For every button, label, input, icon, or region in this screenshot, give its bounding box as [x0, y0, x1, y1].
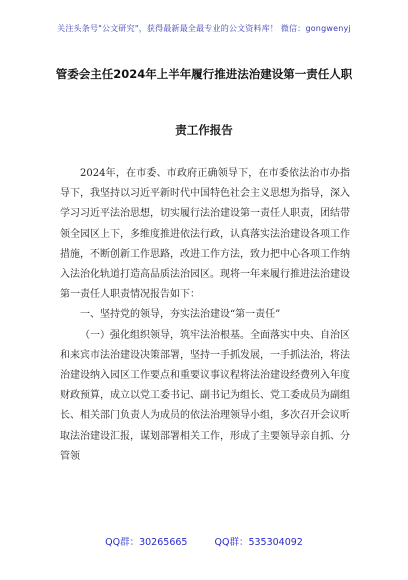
document-title-line-2: 责工作报告: [175, 123, 233, 137]
qq-group-2: QQ群：535304092: [214, 537, 303, 548]
footer-qq-groups: [0, 534, 408, 548]
paragraph-intro: 2024年，在市委、市政府正确领导下，在市委依法治市办指导下，我坚持以习近平新时代中国特色社会主义思想为指导，深入学习习近平法治思想，切实履行法治建设第一责任人职责，团结带领全园区上下，多维度推进依法行政，认真落实法治建设各项工作措施，不断创新工作思路，改进工作方法，致力把中心各项工作纳入法治化轨道打造高品质法治园区。现将一年来履行推进法治建设第一责任人职责情况报告如下：: [60, 168, 350, 301]
top-banner: 关注头条号"公文研究"，获得最新最全最专业的公文资料库！ 微信：gongwenyj: [57, 24, 351, 33]
paragraph-1: （一）强化组织领导，筑牢法治根基。全面落实中央、自治区和来宾市法治建设决策部署，坚持一手抓发展，一手抓法治，将法治建设纳入园区工作要点和重要议事议程将法治建设经费列入年度财政预算，成立以党工委书记、副书记为组长、党工委成员为副组长、相关部门负责人为成员的依法治理领导小组，多次召开会议听取法治建设汇报，谋划部署相关工作，形成了主要领导亲自抓、分管领: [60, 329, 350, 462]
qq-group-1: QQ群：30265665: [105, 537, 188, 548]
section-heading-1: 一、坚持党的领导，夯实法治建设“第一责任”: [80, 309, 281, 321]
document-title-line-1: 管委会主任2024年上半年履行推进法治建设第一责任人职: [55, 67, 353, 81]
document-body: [60, 164, 350, 467]
